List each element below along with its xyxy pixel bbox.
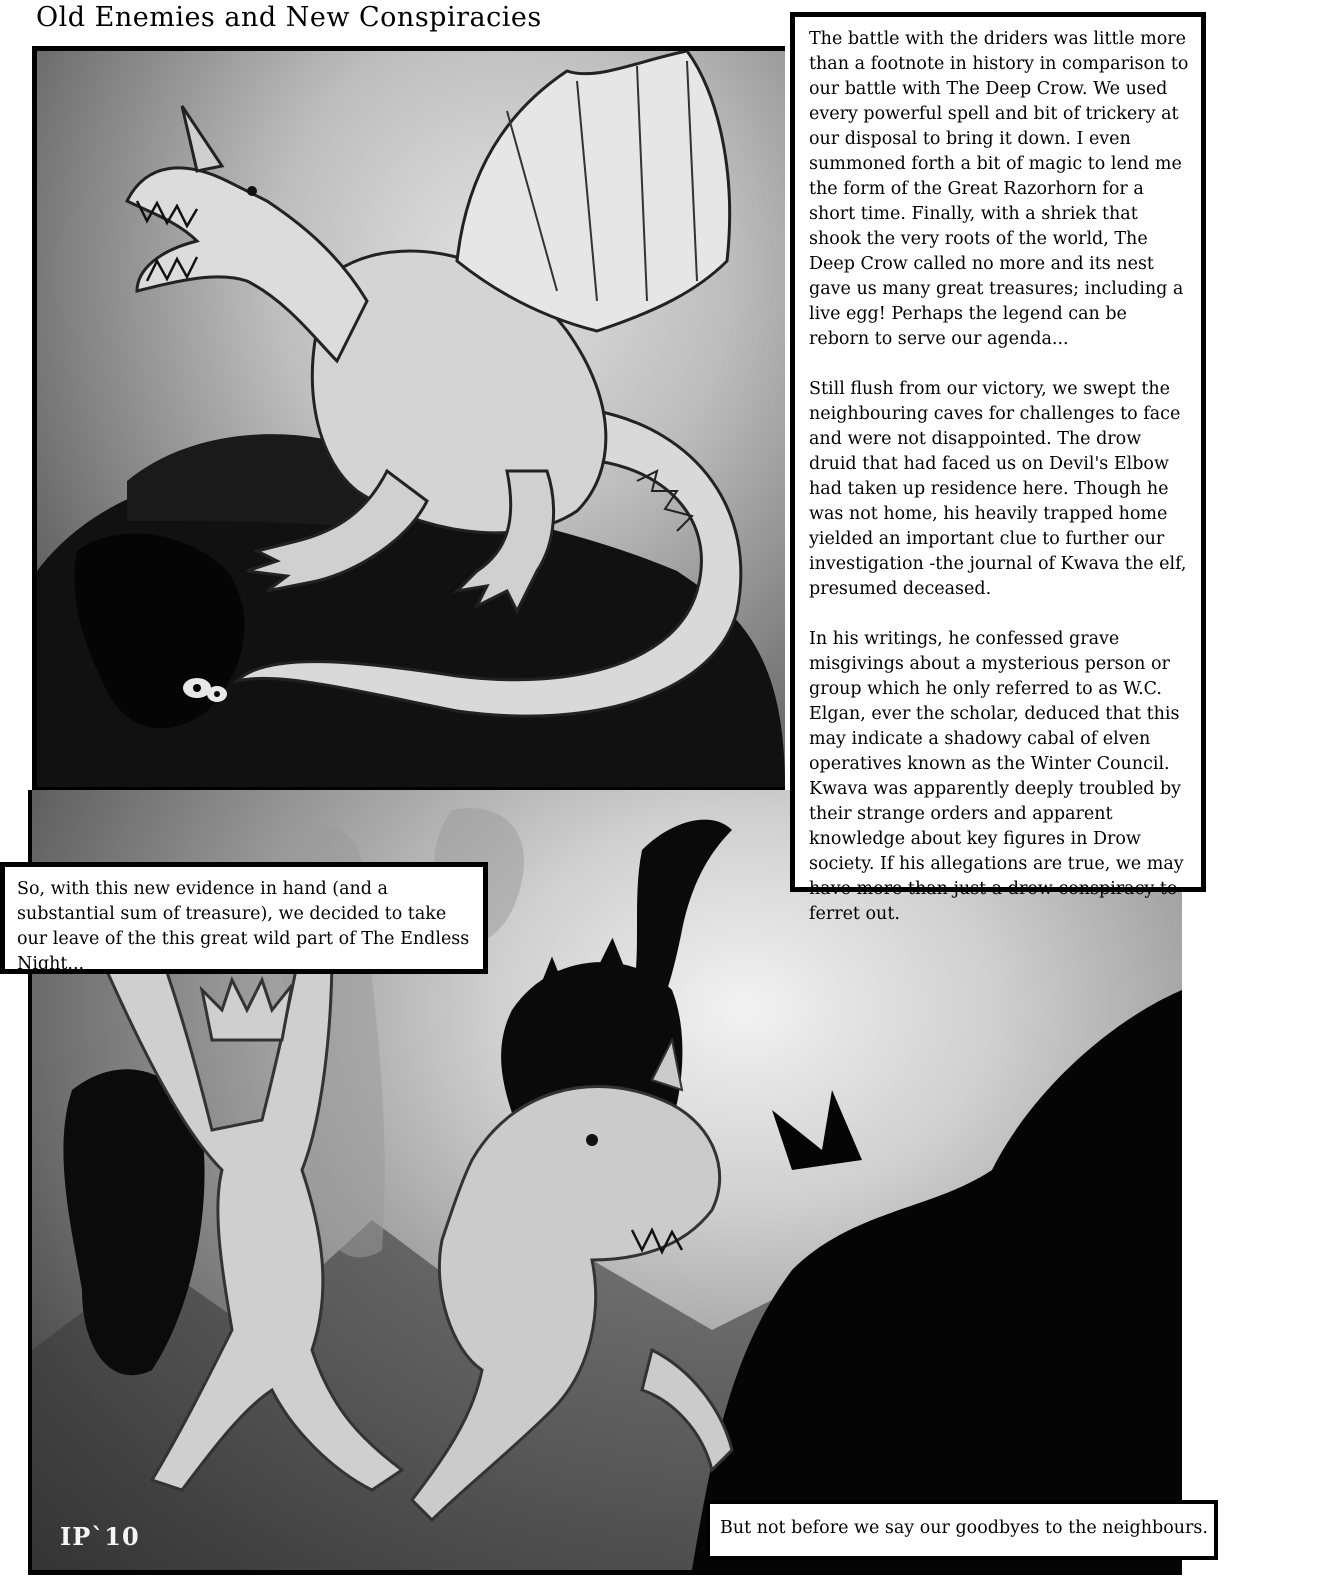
narration-box-bottom: But not before we say our goodbyes to the neighbours. — [706, 1500, 1218, 1560]
artist-signature: IP`10 — [60, 1522, 140, 1551]
panel-dragon-illustration — [32, 46, 785, 791]
narration-box-main — [790, 12, 1206, 924]
narration-paragraph: Still flush from our victory, we swept the neighbouring caves for challenges to face and were not disappointed. The drow druid that had faced us on Devil's Elbow had taken up residence here. Though he was not home, his heavily trapped home yielded an important clue to further our investigation -the journal of Kwava the elf, presumed deceased. — [809, 379, 1187, 599]
narration-paragraph: The battle with the driders was little more than a footnote in history in comparison to our battle with The Deep Crow. We used every powerful spell and bit of trickery at our disposal to bring it down. I even summoned forth a bit of magic to lend me the form of the Great Razorhorn for a short time. Finally, with a shriek that shook the very roots of the world, The Deep Crow called no more and its nest gave us many great treasures; including a live egg! Perhaps the legend can be reborn to serve our agenda... — [809, 29, 1189, 349]
narration-box-left: So, with this new evidence in hand (and a substantial sum of treasure), we decided to take our leave of the this great wild part of The Endless Night... — [0, 862, 488, 974]
narration-paragraph: In his writings, he confessed grave misgivings about a mysterious person or group which he only referred to as W.C. Elgan, ever the scholar, deduced that this may indicate a shadowy cabal of elven operatives known as the Winter Council. Kwava was apparently deeply troubled by their strange orders and apparent knowledge about key figures in Drow society. If his allegations are true, we may have more than just a drow conspiracy to ferret out. — [809, 629, 1184, 924]
page-title: Old Enemies and New Conspiracies — [36, 2, 542, 33]
dragon-artwork — [37, 51, 785, 787]
